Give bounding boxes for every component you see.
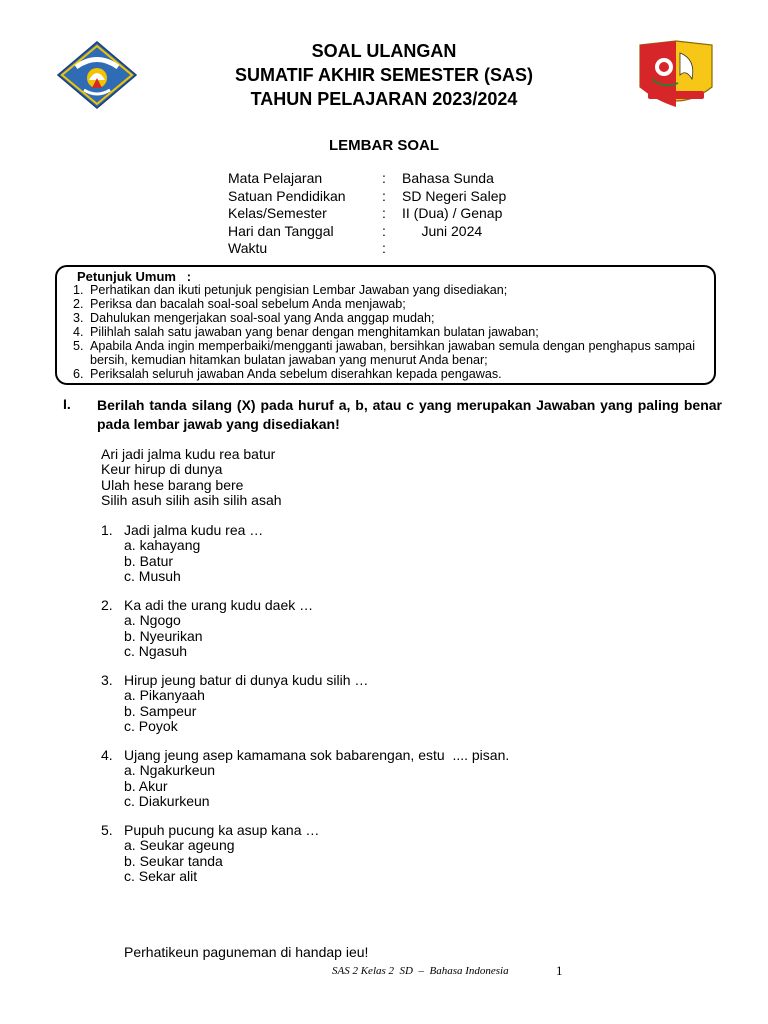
- petunjuk-item-number: 3.: [73, 311, 84, 325]
- option-b: b. Nyeurikan: [124, 627, 203, 644]
- petunjuk-item-number: 6.: [73, 367, 84, 381]
- page-number: 1: [556, 963, 563, 978]
- info-row: [228, 204, 548, 222]
- option-c: c. Diakurkeun: [124, 792, 210, 809]
- petunjuk-item-number: 1.: [73, 283, 84, 297]
- petunjuk-item: [73, 283, 695, 297]
- option-b: b. Seukar tanda: [124, 852, 223, 869]
- petunjuk-list: [73, 283, 695, 381]
- info-value: SD Negeri Salep: [402, 188, 507, 204]
- info-label: Mata Pelajaran: [228, 170, 323, 186]
- petunjuk-item-text: Periksa dan bacalah soal-soal sebelum Anda menjawab;: [90, 297, 406, 311]
- option-a: a. Pikanyaah: [124, 687, 205, 704]
- info-row: [228, 169, 548, 187]
- poem-line: Ari jadi jalma kudu rea batur: [101, 446, 276, 462]
- petunjuk-item: [73, 325, 695, 339]
- option-b: b. Sampeur: [124, 702, 197, 719]
- info-label: Waktu: [228, 240, 268, 256]
- petunjuk-umum-box: [55, 265, 716, 385]
- option-c: c. Sekar alit: [124, 867, 198, 884]
- title-line-1: SOAL ULANGAN: [311, 41, 457, 61]
- option-a: a. Ngogo: [124, 612, 181, 629]
- footer-text: SAS 2 Kelas 2 SD – Bahasa Indonesia: [332, 965, 509, 977]
- option-a: a. kahayang: [124, 537, 201, 554]
- question-number: 5.: [101, 822, 113, 838]
- question-text: Hirup jeung batur di dunya kudu silih …: [124, 672, 369, 688]
- petunjuk-item: [73, 311, 695, 325]
- title-line-2: SUMATIF AKHIR SEMESTER (SAS): [234, 65, 533, 85]
- poem-line: Ulah hese barang bere: [101, 476, 244, 493]
- question-number: 4.: [101, 747, 113, 763]
- question-number: 2.: [101, 597, 113, 613]
- poem-line: Silih asuh silih asih silih asah: [101, 491, 282, 508]
- info-colon: :: [382, 223, 386, 239]
- info-label: Kelas/Semester: [228, 205, 327, 221]
- section-number: I.: [63, 396, 71, 412]
- info-colon: :: [382, 205, 386, 221]
- info-colon: :: [382, 188, 386, 204]
- question-number: 1.: [101, 522, 113, 538]
- question-text: Pupuh pucung ka asup kana …: [124, 822, 320, 838]
- option-a: a. Seukar ageung: [124, 837, 235, 854]
- info-row: [228, 187, 548, 205]
- info-colon: :: [382, 240, 386, 256]
- petunjuk-item: [73, 339, 695, 367]
- info-value: Juni 2024: [402, 223, 483, 239]
- petunjuk-item-text: Dahulukan mengerjakan soal-soal yang Anda anggap mudah;: [90, 311, 435, 325]
- option-b: b. Batur: [124, 552, 174, 569]
- question-text: Ka adi the urang kudu daek …: [124, 597, 314, 613]
- petunjuk-item-number: 5.: [73, 339, 84, 353]
- section-instruction: Berilah tanda silang (X) pada huruf a, b, atau c yang merupakan Jawaban yang paling benar pada lembar jawab yang disediakan!: [97, 397, 722, 432]
- info-row: [228, 222, 548, 240]
- title-line-3: TAHUN PELAJARAN 2023/2024: [250, 89, 518, 109]
- petunjuk-item-text: Pilihlah salah satu jawaban yang benar dengan menghitamkan bulatan jawaban;: [90, 325, 539, 339]
- poem: [101, 447, 282, 508]
- lembar-soal-title: LEMBAR SOAL: [329, 137, 439, 154]
- question-text: Jadi jalma kudu rea …: [124, 522, 264, 538]
- petunjuk-item-text: Apabila Anda ingin memperbaiki/mengganti jawaban, bersihkan jawaban semula dengan penghapus sampai bersih, kemudian hitamkan bulatan jawaban yang menurut Anda benar;: [90, 339, 695, 367]
- poem-line: Keur hirup di dunya: [101, 461, 223, 478]
- petunjuk-item-number: 4.: [73, 325, 84, 339]
- petunjuk-item-number: 2.: [73, 297, 84, 311]
- info-row: [228, 239, 548, 257]
- info-label: Hari dan Tanggal: [228, 223, 334, 239]
- info-value: II (Dua) / Genap: [402, 205, 503, 221]
- petunjuk-heading: Petunjuk Umum :: [77, 269, 192, 284]
- question-number: 3.: [101, 672, 113, 688]
- option-c: c. Ngasuh: [124, 642, 188, 659]
- option-c: c. Musuh: [124, 567, 181, 584]
- option-b: b. Akur: [124, 777, 168, 794]
- option-c: c. Poyok: [124, 717, 178, 734]
- petunjuk-item-text: Perhatikan dan ikuti petunjuk pengisian Lembar Jawaban yang disediakan;: [90, 283, 508, 297]
- info-value: Bahasa Sunda: [402, 170, 494, 186]
- petunjuk-item: [73, 367, 695, 381]
- petunjuk-item: [73, 297, 695, 311]
- question-text: Ujang jeung asep kamamana sok babarengan, estu .... pisan.: [124, 747, 510, 763]
- option-a: a. Ngakurkeun: [124, 762, 216, 779]
- petunjuk-item-text: Periksalah seluruh jawaban Anda sebelum diserahkan kepada pengawas.: [90, 367, 502, 381]
- closing-instruction: Perhatikeun paguneman di handap ieu!: [124, 944, 369, 960]
- info-colon: :: [382, 170, 386, 186]
- info-label: Satuan Pendidikan: [228, 188, 346, 204]
